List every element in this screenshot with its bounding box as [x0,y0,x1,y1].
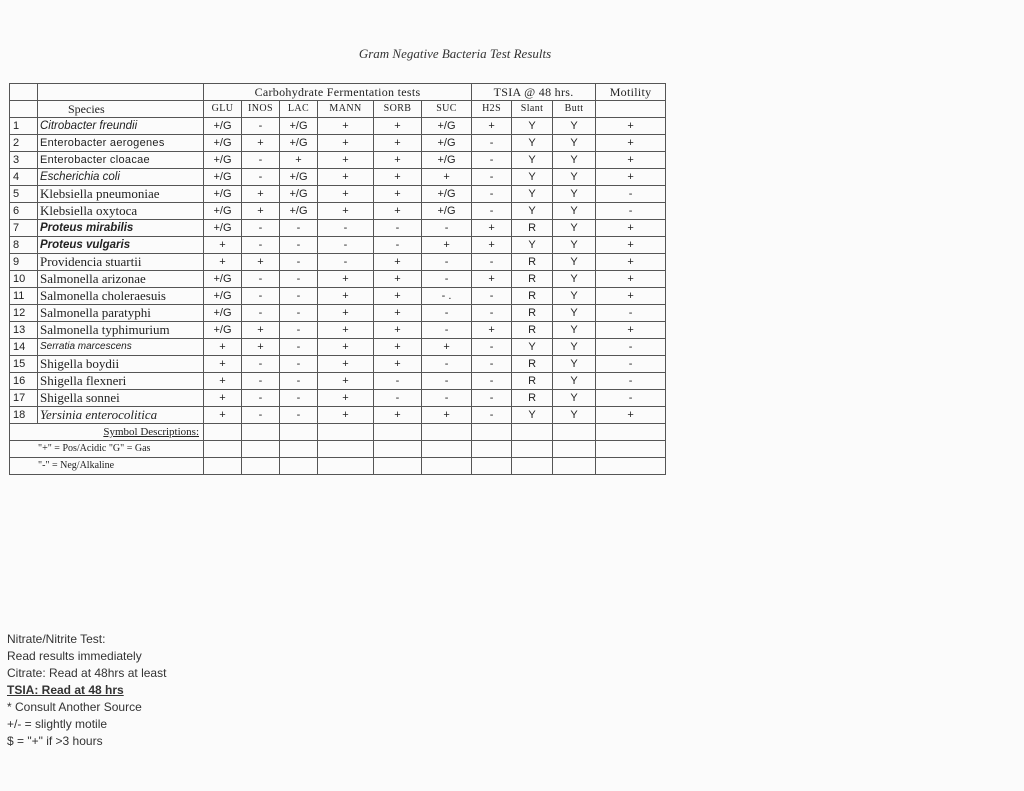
result-cell: - [472,407,512,424]
result-cell: - [374,220,422,237]
empty-cell [422,424,472,441]
result-cell: + [318,169,374,186]
result-cell: +/G [422,118,472,135]
species-name: Proteus vulgaris [38,237,204,254]
result-cell: - [242,237,280,254]
result-cell: Y [553,220,596,237]
result-cell: +/G [280,203,318,220]
result-cell: - [242,288,280,305]
empty-cell [472,458,512,475]
result-cell: + [242,203,280,220]
result-cell: Y [553,135,596,152]
species-name: Salmonella arizonae [38,271,204,288]
empty-cell [318,424,374,441]
result-cell: R [512,254,553,271]
result-cell: + [374,339,422,356]
col-header-inos: INOS [242,101,280,118]
result-cell: + [280,152,318,169]
result-cell: - [374,390,422,407]
row-number: 8 [10,237,38,254]
empty-cell [422,441,472,458]
result-cell: - [242,271,280,288]
row-number: 1 [10,118,38,135]
result-cell: Y [512,169,553,186]
legend-title: Symbol Descriptions: [10,424,204,441]
result-cell: - [596,186,666,203]
notes-section [7,631,166,750]
empty-cell [204,424,242,441]
table-row [10,407,666,424]
result-cell: R [512,322,553,339]
note-line: Nitrate/Nitrite Test: [7,632,106,646]
empty-cell [242,424,280,441]
result-cell: - [596,373,666,390]
table-row [10,271,666,288]
result-cell: + [472,237,512,254]
species-name: Proteus mirabilis [38,220,204,237]
empty-cell [472,441,512,458]
result-cell: + [318,373,374,390]
result-cell: + [596,271,666,288]
species-name: Serratia marcescens [38,339,204,356]
row-number: 16 [10,373,38,390]
result-cell: + [374,254,422,271]
legend-row [10,424,666,441]
col-header-butt: Butt [553,101,596,118]
result-cell: - [472,373,512,390]
legend-line: "+" = Pos/Acidic "G" = Gas [10,441,204,458]
result-cell: + [374,203,422,220]
row-number: 15 [10,356,38,373]
result-cell: - [242,390,280,407]
species-header-top [38,84,204,101]
row-number: 5 [10,186,38,203]
species-name: Salmonella typhimurium [38,322,204,339]
col-header-motility-blank [596,101,666,118]
result-cell: + [422,339,472,356]
result-cell: Y [512,237,553,254]
col-header-slant: Slant [512,101,553,118]
table-row [10,322,666,339]
col-header-h2s: H2S [472,101,512,118]
result-cell: + [596,407,666,424]
result-cell: + [204,237,242,254]
table-row [10,169,666,186]
col-header-lac: LAC [280,101,318,118]
result-cell: - [318,237,374,254]
species-name: Shigella boydii [38,356,204,373]
result-cell: + [242,186,280,203]
species-name: Salmonella paratyphi [38,305,204,322]
header-row-group [10,84,666,101]
species-name: Klebsiella pneumoniae [38,186,204,203]
result-cell: - [318,254,374,271]
result-cell: - [472,288,512,305]
result-cell: - [472,339,512,356]
result-cell: + [422,169,472,186]
result-cell: R [512,220,553,237]
result-cell: + [318,203,374,220]
result-cell: - [596,305,666,322]
result-cell: R [512,390,553,407]
row-number: 6 [10,203,38,220]
result-cell: + [318,407,374,424]
result-cell: - [280,322,318,339]
table-row [10,305,666,322]
empty-cell [553,424,596,441]
species-name: Providencia stuartii [38,254,204,271]
table-row [10,356,666,373]
result-cell: - [472,169,512,186]
tsia-group-header: TSIA @ 48 hrs. [472,84,596,101]
result-cell: - [242,407,280,424]
note-line: TSIA: Read at 48 hrs [7,683,124,697]
row-number: 10 [10,271,38,288]
empty-cell [242,458,280,475]
result-cell: + [318,135,374,152]
col-header-mann: MANN [318,101,374,118]
result-cell: + [596,169,666,186]
result-cell: Y [553,390,596,407]
table-row [10,237,666,254]
result-cell: Y [553,186,596,203]
result-cell: - [472,152,512,169]
result-cell: Y [553,169,596,186]
result-cell: +/G [280,135,318,152]
result-cell: Y [512,152,553,169]
result-cell: +/G [204,305,242,322]
result-cell: + [596,254,666,271]
result-cell: +/G [204,186,242,203]
result-cell: + [204,356,242,373]
empty-cell [472,424,512,441]
row-number: 3 [10,152,38,169]
table-row [10,288,666,305]
table-row [10,152,666,169]
table-row [10,203,666,220]
result-cell: - [472,305,512,322]
legend-row [10,458,666,475]
species-name: Yersinia enterocolitica [38,407,204,424]
row-number: 4 [10,169,38,186]
result-cell: +/G [280,169,318,186]
row-number: 7 [10,220,38,237]
col-header-glu: GLU [204,101,242,118]
col-header-sorb: SORB [374,101,422,118]
result-cell: + [374,407,422,424]
result-cell: + [374,356,422,373]
result-cell: - [472,186,512,203]
result-cell: - [280,271,318,288]
result-cell: Y [553,254,596,271]
result-cell: +/G [204,118,242,135]
note-line: Read results immediately [7,649,142,663]
empty-cell [204,441,242,458]
table-row [10,373,666,390]
result-cell: + [318,152,374,169]
result-cell: - [472,356,512,373]
species-name: Salmonella choleraesuis [38,288,204,305]
result-cell: + [242,339,280,356]
table-row [10,118,666,135]
legend-row [10,441,666,458]
result-cell: - [596,339,666,356]
result-cell: - [280,254,318,271]
result-cell: + [318,356,374,373]
empty-cell [318,441,374,458]
result-cell: + [596,288,666,305]
species-name: Escherichia coli [38,169,204,186]
result-cell: + [374,322,422,339]
empty-cell [553,458,596,475]
result-cell: Y [553,271,596,288]
result-cell: +/G [204,220,242,237]
result-cell: + [374,288,422,305]
result-cell: + [204,407,242,424]
result-cell: + [318,339,374,356]
result-cell: - [472,390,512,407]
result-cell: + [374,135,422,152]
species-name: Enterobacter cloacae [38,152,204,169]
empty-cell [512,424,553,441]
result-cell: + [374,305,422,322]
empty-cell [512,441,553,458]
result-cell: + [374,169,422,186]
row-number: 18 [10,407,38,424]
result-cell: +/G [280,118,318,135]
result-cell: Y [553,356,596,373]
result-cell: - [242,305,280,322]
table-row [10,135,666,152]
result-cell: - [374,373,422,390]
header-row-columns [10,101,666,118]
result-cell: + [242,254,280,271]
result-cell: +/G [422,135,472,152]
empty-cell [318,458,374,475]
species-name: Klebsiella oxytoca [38,203,204,220]
result-cell: Y [553,322,596,339]
result-cell: Y [512,186,553,203]
result-cell: Y [512,407,553,424]
result-cell: - [422,390,472,407]
result-cell: Y [553,118,596,135]
result-cell: - [472,254,512,271]
result-cell: - [280,220,318,237]
result-cell: + [374,271,422,288]
result-cell: - [280,356,318,373]
results-table [9,83,666,475]
species-name: Enterobacter aerogenes [38,135,204,152]
result-cell: - [280,339,318,356]
result-cell: +/G [204,322,242,339]
species-name: Shigella flexneri [38,373,204,390]
result-cell: Y [553,373,596,390]
empty-cell [512,458,553,475]
table-row [10,390,666,407]
empty-cell [280,458,318,475]
result-cell: + [204,254,242,271]
row-number: 13 [10,322,38,339]
result-cell: + [472,220,512,237]
result-cell: Y [512,339,553,356]
result-cell: - [242,356,280,373]
empty-cell [422,458,472,475]
result-cell: Y [512,118,553,135]
result-cell: + [422,407,472,424]
result-cell: + [318,186,374,203]
result-cell: - [596,356,666,373]
empty-cell [242,441,280,458]
result-cell: + [318,271,374,288]
species-header: Species [38,101,204,118]
result-cell: +/G [280,186,318,203]
empty-cell [204,458,242,475]
result-cell: - [472,135,512,152]
result-cell: +/G [422,186,472,203]
result-cell: - [280,390,318,407]
result-cell: + [242,135,280,152]
result-cell: R [512,305,553,322]
row-number: 9 [10,254,38,271]
result-cell: + [374,118,422,135]
result-cell: - [596,390,666,407]
result-cell: +/G [204,271,242,288]
note-line: $ = "+" if >3 hours [7,734,103,748]
result-cell: R [512,271,553,288]
table-row [10,339,666,356]
row-number: 2 [10,135,38,152]
empty-cell [596,424,666,441]
result-cell: + [204,373,242,390]
col-header-suc: SUC [422,101,472,118]
result-cell: +/G [204,288,242,305]
result-cell: - [280,288,318,305]
result-cell: + [596,237,666,254]
result-cell: - [242,169,280,186]
result-cell: - [422,271,472,288]
result-cell: + [472,322,512,339]
result-cell: + [318,322,374,339]
result-cell: - . [422,288,472,305]
result-cell: Y [553,237,596,254]
result-cell: + [204,339,242,356]
empty-cell [596,458,666,475]
result-cell: - [280,407,318,424]
result-cell: + [596,220,666,237]
result-cell: + [374,186,422,203]
note-line: +/- = slightly motile [7,717,108,731]
result-cell: + [318,390,374,407]
empty-cell [374,424,422,441]
result-cell: - [422,373,472,390]
page-title: Gram Negative Bacteria Test Results [358,46,552,61]
species-name: Shigella sonnei [38,390,204,407]
result-cell: + [318,118,374,135]
result-cell: - [242,152,280,169]
empty-cell [374,458,422,475]
result-cell: - [422,356,472,373]
result-cell: +/G [422,152,472,169]
result-cell: + [422,237,472,254]
result-cell: + [596,118,666,135]
result-cell: Y [512,135,553,152]
result-cell: + [318,288,374,305]
legend-line: "-" = Neg/Alkaline [10,458,204,475]
result-cell: Y [512,203,553,220]
result-cell: - [280,373,318,390]
result-cell: - [318,220,374,237]
result-cell: R [512,356,553,373]
result-cell: - [472,203,512,220]
result-cell: R [512,373,553,390]
result-cell: +/G [204,152,242,169]
result-cell: - [422,220,472,237]
result-cell: + [318,305,374,322]
empty-cell [280,424,318,441]
note-line: * Consult Another Source [7,700,142,714]
result-cell: +/G [204,203,242,220]
result-cell: + [472,118,512,135]
result-cell: + [596,152,666,169]
result-cell: - [374,237,422,254]
result-cell: +/G [204,135,242,152]
result-cell: + [374,152,422,169]
result-cell: - [280,305,318,322]
table-row [10,220,666,237]
result-cell: - [242,373,280,390]
result-cell: + [242,322,280,339]
result-cell: + [596,135,666,152]
result-cell: + [596,322,666,339]
result-cell: + [472,271,512,288]
species-name: Citrobacter freundii [38,118,204,135]
row-number: 14 [10,339,38,356]
result-cell: Y [553,152,596,169]
row-number-header [10,84,38,101]
table-row [10,186,666,203]
row-number: 17 [10,390,38,407]
result-cell: R [512,288,553,305]
motility-header: Motility [596,84,666,101]
result-cell: + [204,390,242,407]
carb-group-header: Carbohydrate Fermentation tests [204,84,472,101]
empty-cell [596,441,666,458]
empty-cell [553,441,596,458]
result-cell: - [422,322,472,339]
result-cell: Y [553,288,596,305]
result-cell: - [422,254,472,271]
table-row [10,254,666,271]
result-cell: Y [553,305,596,322]
result-cell: - [596,203,666,220]
row-number: 11 [10,288,38,305]
note-line: Citrate: Read at 48hrs at least [7,666,167,680]
empty-cell [374,441,422,458]
result-cell: - [280,237,318,254]
result-cell: - [242,118,280,135]
empty-cell [280,441,318,458]
row-number: 12 [10,305,38,322]
result-cell: +/G [422,203,472,220]
result-cell: Y [553,407,596,424]
result-cell: - [242,220,280,237]
result-cell: Y [553,339,596,356]
result-cell: - [422,305,472,322]
result-cell: Y [553,203,596,220]
result-cell: +/G [204,169,242,186]
